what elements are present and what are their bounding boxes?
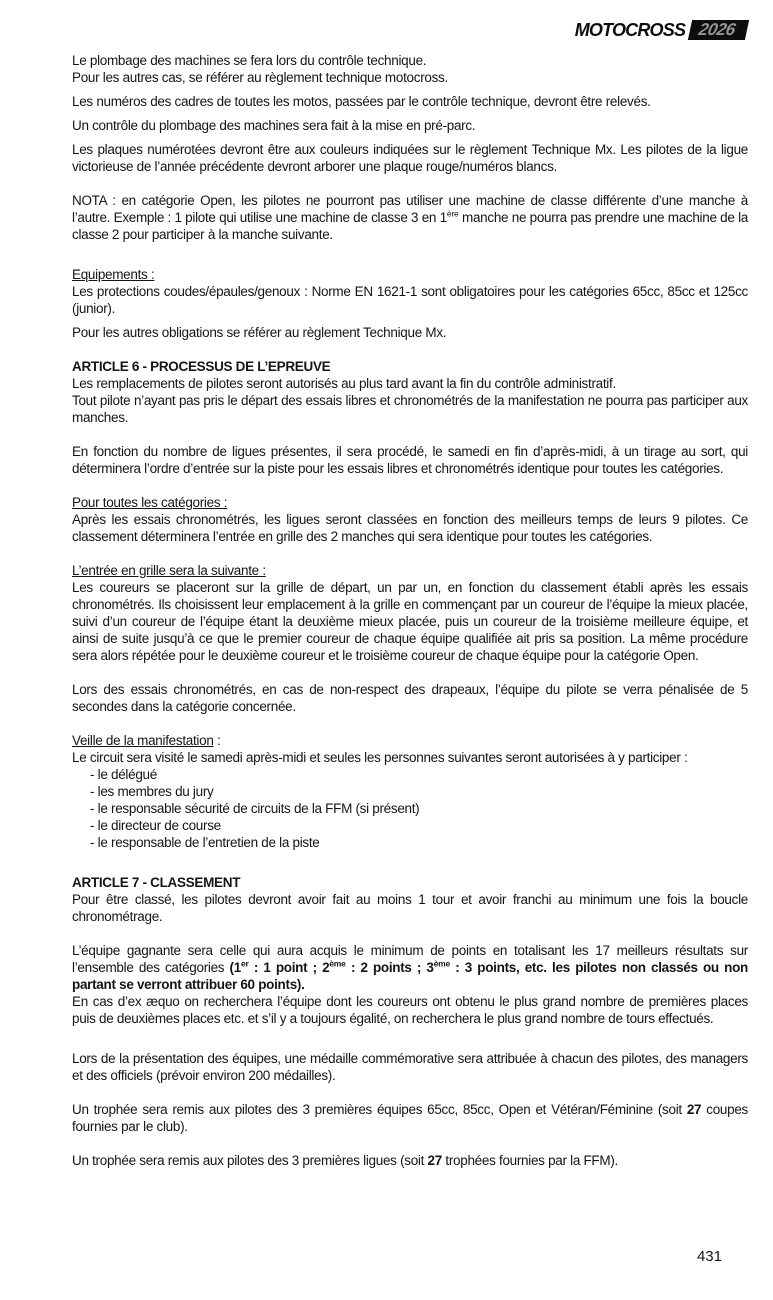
- paragraph: Un trophée sera remis aux pilotes des 3 premières équipes 65cc, 85cc, Open et Vétéran/Féminine (soit 27 coupes fournies par le club).: [72, 1102, 748, 1134]
- paragraph: Les remplacements de pilotes seront autorisés au plus tard avant la fin du contrôle administratif.: [72, 376, 616, 391]
- underlined-heading: Equipements :: [72, 267, 155, 282]
- paragraph: Le circuit sera visité le samedi après-midi et seules les personnes suivantes seront autorisées à y participer :: [72, 750, 688, 765]
- list-item: - le responsable de l’entretien de la piste: [90, 835, 320, 850]
- paragraph: Un contrôle du plombage des machines sera fait à la mise en pré-parc.: [72, 118, 476, 133]
- paragraph: Lors des essais chronométrés, en cas de non-respect des drapeaux, l’équipe du pilote se verra pénalisée de 5 secondes dans la catégorie concernée.: [72, 682, 748, 714]
- paragraph: Les coureurs se placeront sur la grille de départ, un par un, en fonction du classement établi après les essais chronométrés. Ils choisissent leur emplacement à la grille en commençant par un coureur de l’équipe la mieux placée, suivi d’un coureur de l’équipe étant la deuxième mieux placée, puis un coureur de la troisième meilleure équipe, et ainsi de suite jusqu’à ce que le premier coureur de chaque équipe qualifiée ait pris sa position. La même procédure sera alors répétée pour le deuxième coureur et le troisième coureur de chaque équipe pour la catégorie Open.: [72, 580, 748, 663]
- paragraph: En fonction du nombre de ligues présentes, il sera procédé, le samedi en fin d’après-midi, à un tirage au sort, qui déterminera l’ordre d’entrée sur la piste pour les essais libres et chronométrés identique pour toutes les catégories.: [72, 444, 748, 476]
- list-item: - les membres du jury: [90, 784, 214, 799]
- underlined-heading: Veille de la manifestation :: [72, 733, 221, 748]
- paragraph: Les protections coudes/épaules/genoux : Norme EN 1621-1 sont obligatoires pour les catégories 65cc, 85cc et 125cc (junior).: [72, 284, 748, 316]
- underlined-heading: Pour toutes les catégories :: [72, 495, 228, 510]
- paragraph: Le plombage des machines se fera lors du contrôle technique. Pour les autres cas, se référer au règlement technique motocross.: [72, 53, 448, 85]
- logo-brand-text: MOTOCROSS: [574, 19, 686, 40]
- motocross-logo: [575, 20, 747, 40]
- paragraph: Pour être classé, les pilotes devront avoir fait au moins 1 tour et avoir franchi au minimum une fois la boucle chronométrage.: [72, 892, 748, 924]
- paragraph: Pour les autres obligations se référer au règlement Technique Mx.: [72, 325, 447, 340]
- list-item: - le délégué: [90, 767, 157, 782]
- paragraph: L’équipe gagnante sera celle qui aura acquis le minimum de points en totalisant les 17 meilleurs résultats sur l’ensemble des catégories (1er : 1 point ; 2ème : 2 points ; 3ème : 3 points, etc. les pilotes non classés ou non partant se verront attribuer 60 points).: [72, 943, 748, 992]
- content-area: [72, 52, 748, 1169]
- paragraph: Lors de la présentation des équipes, une médaille commémorative sera attribuée à chacun des pilotes, des managers et des officiels (prévoir environ 200 médailles).: [72, 1051, 748, 1083]
- paragraph: Tout pilote n’ayant pas pris le départ des essais libres et chronométrés de la manifestation ne pourra pas participer aux manches.: [72, 393, 748, 425]
- paragraph: Après les essais chronométrés, les ligues seront classées en fonction des meilleurs temps de leurs 9 pilotes. Ce classement déterminera l’entrée en grille des 2 manches qui sera identique pour toutes les catégories.: [72, 512, 748, 544]
- paragraph: Les plaques numérotées devront être aux couleurs indiquées sur le règlement Technique Mx. Les pilotes de la ligue victorieuse de l’année précédente devront arborer une plaque rouge/numéros blancs.: [72, 142, 748, 174]
- page-number: 431: [696, 1248, 722, 1265]
- paragraph: Un trophée sera remis aux pilotes des 3 premières ligues (soit 27 trophées fournies par la FFM).: [72, 1153, 618, 1168]
- article-heading: ARTICLE 6 - PROCESSUS DE L’EPREUVE: [72, 359, 331, 374]
- logo-year-badge: 2026: [688, 20, 749, 40]
- list-item: - le responsable sécurité de circuits de la FFM (si présent): [90, 801, 420, 816]
- paragraph: Les numéros des cadres de toutes les motos, passées par le contrôle technique, devront être relevés.: [72, 94, 651, 109]
- paragraph: NOTA : en catégorie Open, les pilotes ne pourront pas utiliser une machine de classe différente d’une manche à l’autre. Exemple : 1 pilote qui utilise une machine de classe 3 en 1ère manche ne pourra pas prendre une machine de la classe 2 pour participer à la manche suivante.: [72, 193, 748, 242]
- article-heading: ARTICLE 7 - CLASSEMENT: [72, 875, 241, 890]
- underlined-heading: L’entrée en grille sera la suivante :: [72, 563, 266, 578]
- paragraph: En cas d’ex æquo on recherchera l’équipe dont les coureurs ont obtenu le plus grand nombre de premières places puis de deuxièmes places etc. et s’il y a toujours égalité, on recherchera le plus grand nombre de tours effectués.: [72, 994, 748, 1026]
- list-item: - le directeur de course: [90, 818, 221, 833]
